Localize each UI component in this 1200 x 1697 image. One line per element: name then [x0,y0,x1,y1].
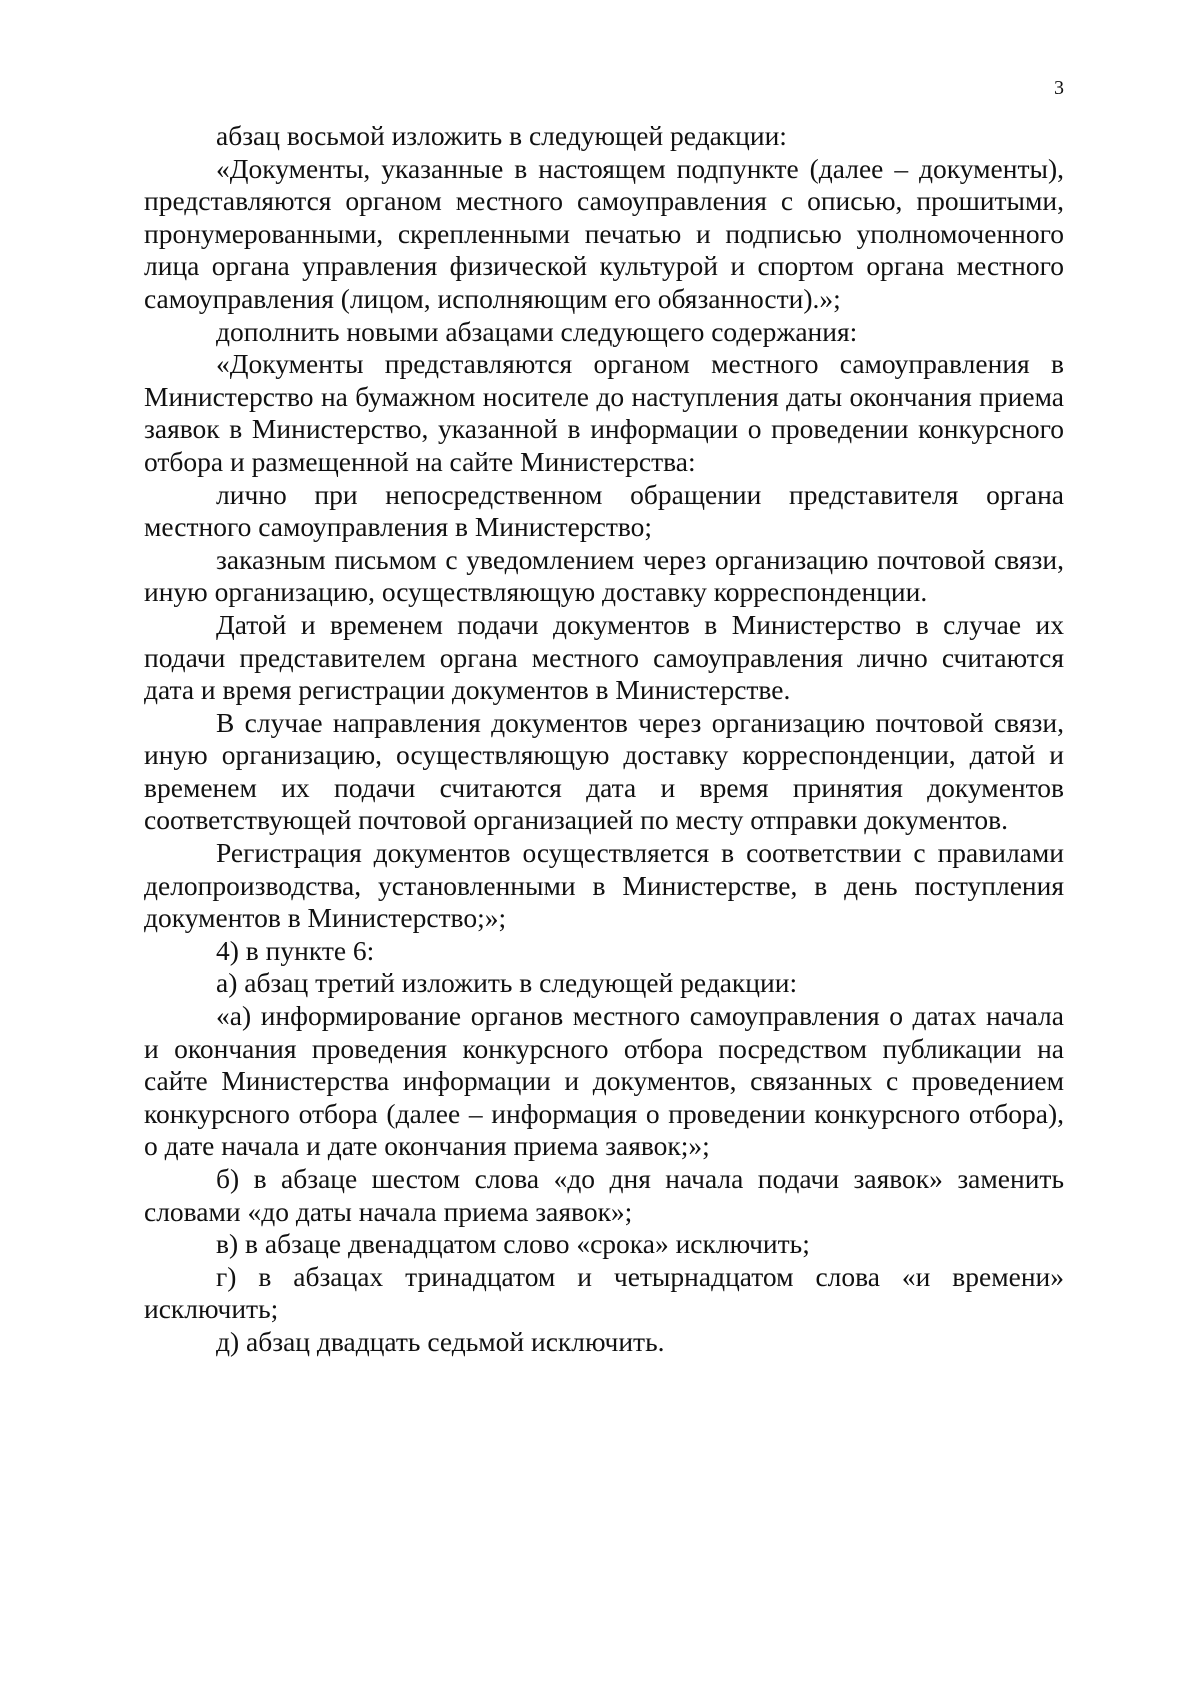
paragraph: заказным письмом с уведомлением через организацию почтовой связи, иную организацию, осуществляющую доставку корреспонденции. [144,543,1064,608]
paragraph: лично при непосредственном обращении представителя органа местного самоуправления в Министерство; [144,478,1064,543]
paragraph: г) в абзацах тринадцатом и четырнадцатом слова «и времени» исключить; [144,1260,1064,1325]
paragraph: б) в абзаце шестом слова «до дня начала подачи заявок» заменить словами «до даты начала приема заявок»; [144,1163,1064,1227]
paragraph: Датой и временем подачи документов в Министерство в случае их подачи представителем органа местного самоуправления лично считаются дата и время регистрации документов в Министерстве. [144,608,1064,706]
paragraph: В случае направления документов через организацию почтовой связи, иную организацию, осуществляющую доставку корреспонденции, датой и временем их подачи считаются дата и время принятия документов соответствующей почтовой организацией по месту отправки документов. [144,706,1064,836]
paragraph: 4) в пункте 6: [216,934,375,966]
paragraph: «Документы, указанные в настоящем подпункте (далее – документы), представляются органом местного самоуправления с описью, прошитыми, пронумерованными, скрепленными печатью и подписью уполномоченного лица органа управления физической культурой и спортом органа местного самоуправления (лицом, исполняющим его обязанности).»; [144,152,1064,314]
paragraph: Регистрация документов осуществляется в соответствии с правилами делопроизводства, установленными в Министерстве, в день поступления документов в Министерство;»; [144,837,1064,934]
paragraph: дополнить новыми абзацами следующего содержания: [216,315,858,347]
paragraph: д) абзац двадцать седьмой исключить. [216,1325,665,1357]
document-body [144,120,1064,1359]
paragraph: «а) информирование органов местного самоуправления о датах начала и окончания проведения конкурсного отбора посредством публикации на сайте Министерства информации и документов, связанных с проведением конкурсного отбора (далее – информация о проведении конкурсного отбора), о дате начала и дате окончания приема заявок;»; [144,1000,1064,1162]
paragraph: «Документы представляются органом местного самоуправления в Министерство на бумажном носителе до наступления даты окончания приема заявок в Министерство, указанной в информации о проведении конкурсного отбора и размещенной на сайте Министерства: [144,348,1064,477]
page-number: 3 [1054,77,1064,99]
paragraph: а) абзац третий изложить в следующей редакции: [216,967,798,999]
paragraph: в) в абзаце двенадцатом слово «срока» исключить; [216,1228,810,1260]
paragraph: абзац восьмой изложить в следующей редакции: [216,120,787,151]
